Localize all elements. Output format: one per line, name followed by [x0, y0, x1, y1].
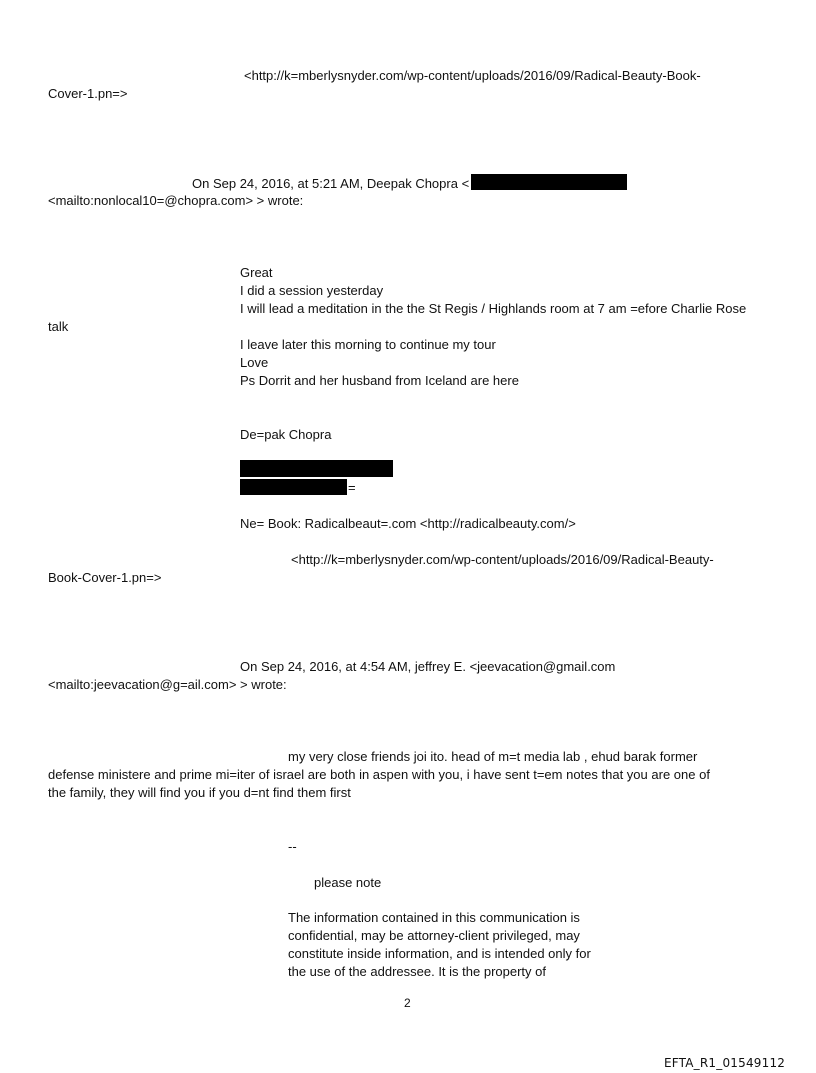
url-line-continued: Book-Cover-1.pn=> — [48, 570, 162, 585]
mailto-line: <mailto:jeevacation@g=ail.com> > wrote: — [48, 677, 287, 692]
disclaimer-line: confidential, may be attorney-client privileged, may — [288, 928, 580, 943]
body-line: talk — [48, 319, 69, 334]
body-line: my very close friends joi ito. head of m=t media lab , ehud barak former — [288, 749, 698, 764]
body-line: Love — [240, 355, 269, 370]
disclaimer-heading: please note — [314, 875, 382, 890]
body-line: the family, they will find you if you d=nt find them first — [48, 785, 351, 800]
url-line-continued: Cover-1.pn=> — [48, 86, 128, 101]
redaction-bar — [240, 479, 347, 495]
email-header-jeffrey: On Sep 24, 2016, at 4:54 AM, jeffrey E. <jeevacation@gmail.com — [240, 659, 616, 674]
signature-separator: -- — [288, 839, 297, 854]
signature-name: De=pak Chopra — [240, 427, 332, 442]
signature-fragment: = — [348, 480, 356, 495]
body-line: I did a session yesterday — [240, 283, 384, 298]
signature-book-line: Ne= Book: Radicalbeaut=.com <http://radicalbeauty.com/> — [240, 516, 576, 531]
mailto-line: <mailto:nonlocal10=@chopra.com> > wrote: — [48, 193, 304, 208]
body-line: I leave later this morning to continue my tour — [240, 337, 496, 352]
document-id: EFTA_R1_01549112 — [664, 1056, 786, 1070]
redaction-bar — [240, 460, 393, 477]
email-header-chopra: On Sep 24, 2016, at 5:21 AM, Deepak Chopra < — [192, 176, 470, 191]
disclaimer-line: The information contained in this communication is — [288, 910, 580, 925]
body-line: Great — [240, 265, 273, 280]
url-line: <http://k=mberlysnyder.com/wp-content/uploads/2016/09/Radical-Beauty-Book- — [244, 68, 701, 83]
body-line: I will lead a meditation in the the St Regis / Highlands room at 7 am =efore Charlie Rose — [240, 301, 747, 316]
disclaimer-line: the use of the addressee. It is the property of — [288, 964, 546, 979]
body-line: Ps Dorrit and her husband from Iceland are here — [240, 373, 519, 388]
url-line: <http://k=mberlysnyder.com/wp-content/uploads/2016/09/Radical-Beauty- — [291, 552, 714, 567]
page-number: 2 — [404, 996, 411, 1010]
redaction-bar — [471, 174, 627, 190]
body-line: defense ministere and prime mi=iter of israel are both in aspen with you, i have sent t=em notes that you are one of — [48, 767, 710, 782]
disclaimer-line: constitute inside information, and is intended only for — [288, 946, 591, 961]
